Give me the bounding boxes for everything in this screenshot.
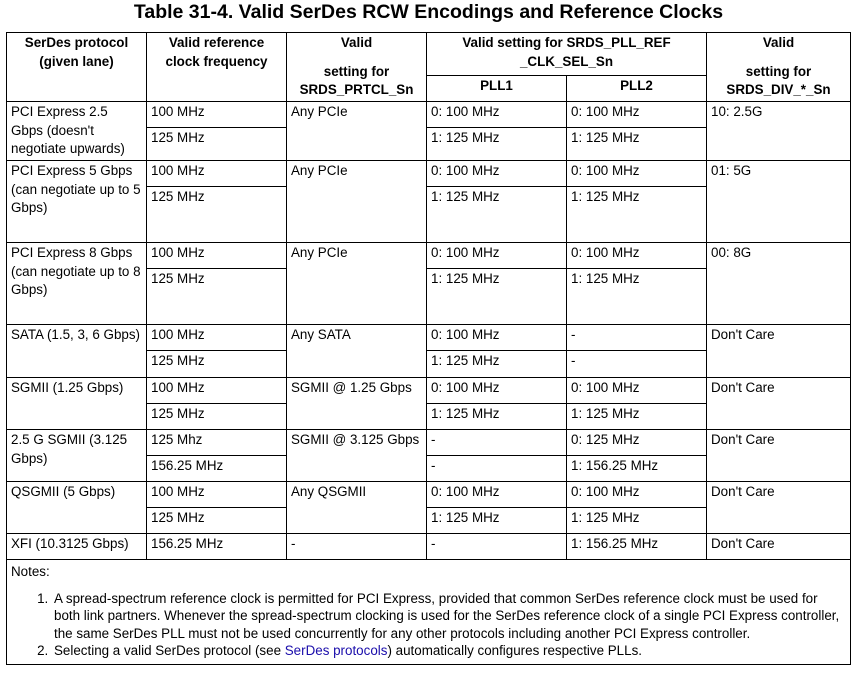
cell-pll2: 0: 100 MHz xyxy=(567,243,707,269)
cell-refclk: 125 MHz xyxy=(147,508,287,534)
cell-refclk: 125 MHz xyxy=(147,404,287,430)
cell-pll2: - xyxy=(567,325,707,351)
cell-pll2: 0: 125 MHz xyxy=(567,430,707,456)
cell-protocol: QSGMII (5 Gbps) xyxy=(7,482,147,534)
header-protocol: SerDes protocol (given lane) xyxy=(7,33,147,102)
table-row xyxy=(7,243,851,269)
header-pll2: PLL2 xyxy=(567,76,707,102)
cell-pll1: 1: 125 MHz xyxy=(427,128,567,161)
cell-prtcl: Any PCIe xyxy=(287,102,427,161)
serdes-protocols-link[interactable]: SerDes protocols xyxy=(284,643,388,658)
header-refclk: Valid reference clock frequency xyxy=(147,33,287,102)
cell-refclk: 125 MHz xyxy=(147,187,287,243)
cell-pll2: 1: 125 MHz xyxy=(567,508,707,534)
cell-refclk: 100 MHz xyxy=(147,102,287,128)
cell-div: 10: 2.5G xyxy=(707,102,851,161)
table-title: Table 31-4. Valid SerDes RCW Encodings and Reference Clocks xyxy=(133,1,724,23)
cell-prtcl: SGMII @ 1.25 Gbps xyxy=(287,378,427,430)
cell-refclk: 125 MHz xyxy=(147,269,287,325)
header-pll-sel-line2: _CLK_SEL_Sn xyxy=(519,53,613,69)
cell-prtcl: - xyxy=(287,534,427,560)
cell-protocol: SATA (1.5, 3, 6 Gbps) xyxy=(7,325,147,378)
cell-pll2: 1: 125 MHz xyxy=(567,128,707,161)
cell-div: Don't Care xyxy=(707,325,851,378)
note-2-text-after: ) automatically configures respective PLLs. xyxy=(387,643,642,658)
cell-pll2: 1: 125 MHz xyxy=(567,187,707,243)
cell-refclk: 100 MHz xyxy=(147,325,287,351)
cell-pll2: 1: 125 MHz xyxy=(567,269,707,325)
table-row xyxy=(7,534,851,560)
cell-pll2: 0: 100 MHz xyxy=(567,482,707,508)
header-pll-sel xyxy=(427,33,707,76)
notes-heading: Notes: xyxy=(11,564,50,579)
header-div-top: Valid xyxy=(762,35,795,50)
cell-refclk: 100 MHz xyxy=(147,161,287,187)
cell-pll2: 0: 100 MHz xyxy=(567,161,707,187)
cell-pll1: 0: 100 MHz xyxy=(427,161,567,187)
cell-protocol: SGMII (1.25 Gbps) xyxy=(7,378,147,430)
cell-pll1: 0: 100 MHz xyxy=(427,378,567,404)
notes-list xyxy=(7,590,850,664)
cell-div: Don't Care xyxy=(707,534,851,560)
cell-pll1: - xyxy=(427,430,567,456)
cell-pll1: - xyxy=(427,534,567,560)
cell-pll1: 0: 100 MHz xyxy=(427,325,567,351)
header-pll1: PLL1 xyxy=(427,76,567,102)
cell-pll1: 1: 125 MHz xyxy=(427,508,567,534)
cell-refclk: 100 MHz xyxy=(147,243,287,269)
cell-pll2: 0: 100 MHz xyxy=(567,378,707,404)
cell-div: 00: 8G xyxy=(707,243,851,325)
cell-pll1: - xyxy=(427,456,567,482)
cell-pll2: 0: 100 MHz xyxy=(567,102,707,128)
table-row xyxy=(7,378,851,404)
table-row xyxy=(7,325,851,351)
cell-pll2: - xyxy=(567,351,707,378)
cell-pll1: 1: 125 MHz xyxy=(427,269,567,325)
note-item-2 xyxy=(52,642,840,660)
header-div-bottom: setting for SRDS_DIV_*_Sn xyxy=(726,63,831,97)
table-row xyxy=(7,430,851,456)
cell-pll1: 1: 125 MHz xyxy=(427,351,567,378)
table-row xyxy=(7,161,851,187)
note-item-1: 1. A spread-spectrum reference clock is permitted for PCI Express, provided that common SerDes reference clock must be used for both link partners. Whenever the spread-spectrum clocking is used for the SerDes reference clock of a single PCI Express controller, the same SerDes PLL must not be used concurrently for any other protocols including another PCI Express controller. xyxy=(52,590,840,643)
cell-refclk: 125 MHz xyxy=(147,128,287,161)
cell-refclk: 100 MHz xyxy=(147,482,287,508)
header-div xyxy=(707,33,851,102)
cell-refclk: 100 MHz xyxy=(147,378,287,404)
serdes-rcw-table xyxy=(6,32,851,665)
header-prtcl-top: Valid xyxy=(340,35,373,50)
cell-protocol: PCI Express 8 Gbps (can negotiate up to 8 Gbps) xyxy=(7,243,147,325)
header-prtcl-bottom: setting for SRDS_PRTCL_Sn xyxy=(299,63,414,97)
table-row xyxy=(7,482,851,508)
cell-prtcl: Any PCIe xyxy=(287,243,427,325)
cell-protocol: PCI Express 2.5 Gbps (doesn't negotiate upwards) xyxy=(7,102,147,161)
table-row xyxy=(7,102,851,128)
cell-protocol: 2.5 G SGMII (3.125 Gbps) xyxy=(7,430,147,482)
header-pll-sel-line1: Valid setting for SRDS_PLL_REF xyxy=(462,35,671,50)
cell-refclk: 125 Mhz xyxy=(147,430,287,456)
cell-div: Don't Care xyxy=(707,482,851,534)
cell-prtcl: Any QSGMII xyxy=(287,482,427,534)
cell-prtcl: Any PCIe xyxy=(287,161,427,243)
cell-pll1: 0: 100 MHz xyxy=(427,243,567,269)
cell-refclk: 156.25 MHz xyxy=(147,534,287,560)
table-body xyxy=(7,102,851,560)
cell-pll2: 1: 156.25 MHz xyxy=(567,456,707,482)
header-prtcl xyxy=(287,33,427,102)
note-2-text-before: Selecting a valid SerDes protocol (see xyxy=(54,643,285,658)
cell-pll2: 1: 156.25 MHz xyxy=(567,534,707,560)
cell-protocol: PCI Express 5 Gbps (can negotiate up to 5 Gbps) xyxy=(7,161,147,243)
cell-div: Don't Care xyxy=(707,378,851,430)
cell-prtcl: Any SATA xyxy=(287,325,427,378)
notes-cell xyxy=(7,560,851,665)
cell-div: 01: 5G xyxy=(707,161,851,243)
cell-pll1: 0: 100 MHz xyxy=(427,482,567,508)
cell-refclk: 125 MHz xyxy=(147,351,287,378)
cell-refclk: 156.25 MHz xyxy=(147,456,287,482)
cell-div: Don't Care xyxy=(707,430,851,482)
cell-pll1: 1: 125 MHz xyxy=(427,404,567,430)
cell-protocol: XFI (10.3125 Gbps) xyxy=(7,534,147,560)
cell-pll2: 1: 125 MHz xyxy=(567,404,707,430)
cell-prtcl: SGMII @ 3.125 Gbps xyxy=(287,430,427,482)
cell-pll1: 1: 125 MHz xyxy=(427,187,567,243)
cell-pll1: 0: 100 MHz xyxy=(427,102,567,128)
